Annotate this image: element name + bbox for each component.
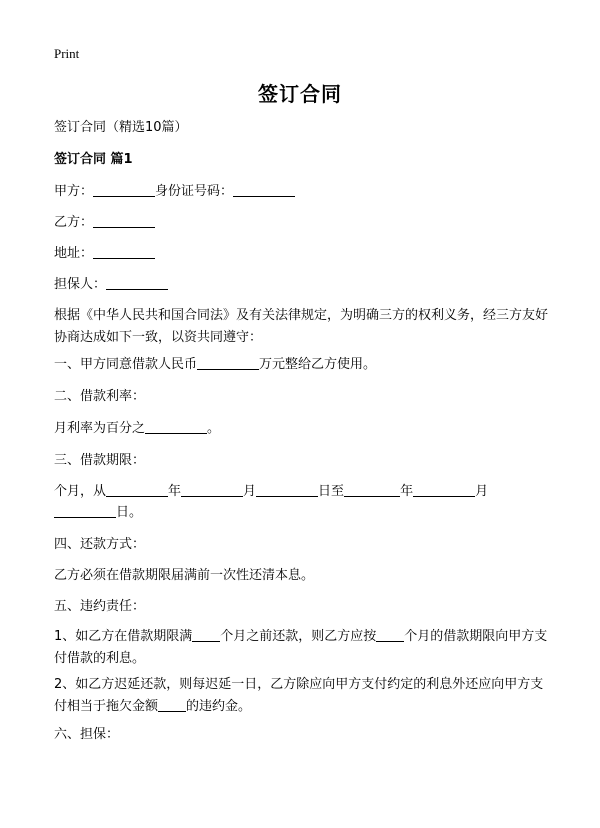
breach-1-text-a: 1、如乙方在借款期限满 <box>54 629 193 644</box>
breach-1-blank-a <box>192 627 220 642</box>
address-blank <box>93 244 155 259</box>
term-line-2 <box>54 502 142 524</box>
party-a-line <box>54 181 295 203</box>
guarantor-blank <box>106 275 168 290</box>
clause-1 <box>54 354 376 376</box>
breach-1 <box>54 626 548 670</box>
start-month-blank <box>181 482 243 497</box>
address-line <box>54 243 155 265</box>
intro-paragraph: 根据《中华人民共和国合同法》及有关法律规定，为明确三方的权利义务，经三方友好协商达成如下一致，以资共同遵守： <box>54 308 549 345</box>
breach-2-text-a: 2、如乙方迟延还款，则每迟延一日，乙方除应向甲方支付约定的利息外还应向甲方支付相当于拖欠金额 <box>54 677 544 714</box>
rate-suffix: 。 <box>207 421 221 436</box>
term-day-to: 日至 <box>318 484 345 499</box>
clause-1-suffix: 万元整给乙方使用。 <box>259 357 377 372</box>
term-months: 个月，从 <box>54 484 107 499</box>
rate-text: 月利率为百分之 <box>54 421 146 436</box>
term-day-end: 日。 <box>116 505 143 520</box>
page-title: 签订合同 <box>258 82 342 106</box>
rate-blank <box>145 419 207 434</box>
clause-6-heading: 六、担保： <box>54 727 120 742</box>
clause-3-heading: 三、借款期限： <box>54 453 146 468</box>
start-year-blank <box>106 482 168 497</box>
id-number-blank <box>233 182 295 197</box>
clause-4-heading: 四、还款方式： <box>54 537 146 552</box>
breach-1-text-b: 个月之前还款，则乙方应按 <box>220 629 377 644</box>
term-line-1 <box>54 481 488 503</box>
guarantor-line <box>54 274 168 296</box>
term-year: 年 <box>168 484 182 499</box>
breach-2 <box>54 674 548 718</box>
end-month-blank <box>413 482 475 497</box>
end-day-blank <box>54 503 116 518</box>
party-b-blank <box>93 213 155 228</box>
print-label: Print <box>54 46 80 61</box>
party-a-blank <box>93 182 155 197</box>
breach-1-text-c: 个月的借款期限向甲方支付借款的利息。 <box>54 629 548 666</box>
party-a-label: 甲方： <box>54 184 94 199</box>
loan-amount-blank <box>197 355 259 370</box>
subtitle: 签订合同（精选10篇） <box>54 120 188 135</box>
end-year-blank <box>344 482 400 497</box>
clause-5-heading: 五、违约责任： <box>54 599 146 614</box>
party-b-label: 乙方： <box>54 215 94 230</box>
start-day-blank <box>256 482 318 497</box>
section-heading: 签订合同 篇1 <box>54 152 133 167</box>
term-month-2: 月 <box>475 484 489 499</box>
breach-1-blank-b <box>376 627 404 642</box>
clause-1-text: 一、甲方同意借款人民币 <box>54 357 198 372</box>
term-year-2: 年 <box>400 484 414 499</box>
guarantor-label: 担保人： <box>54 277 107 292</box>
id-number-label: 身份证号码： <box>155 184 234 199</box>
party-b-line <box>54 212 155 234</box>
rate-line <box>54 418 220 440</box>
breach-2-text-b: 的违约金。 <box>186 699 252 714</box>
clause-2-heading: 二、借款利率： <box>54 389 146 404</box>
term-month: 月 <box>243 484 257 499</box>
breach-2-blank <box>158 697 186 712</box>
repayment-text: 乙方必须在借款期限届满前一次性还清本息。 <box>54 568 315 583</box>
address-label: 地址： <box>54 246 94 261</box>
